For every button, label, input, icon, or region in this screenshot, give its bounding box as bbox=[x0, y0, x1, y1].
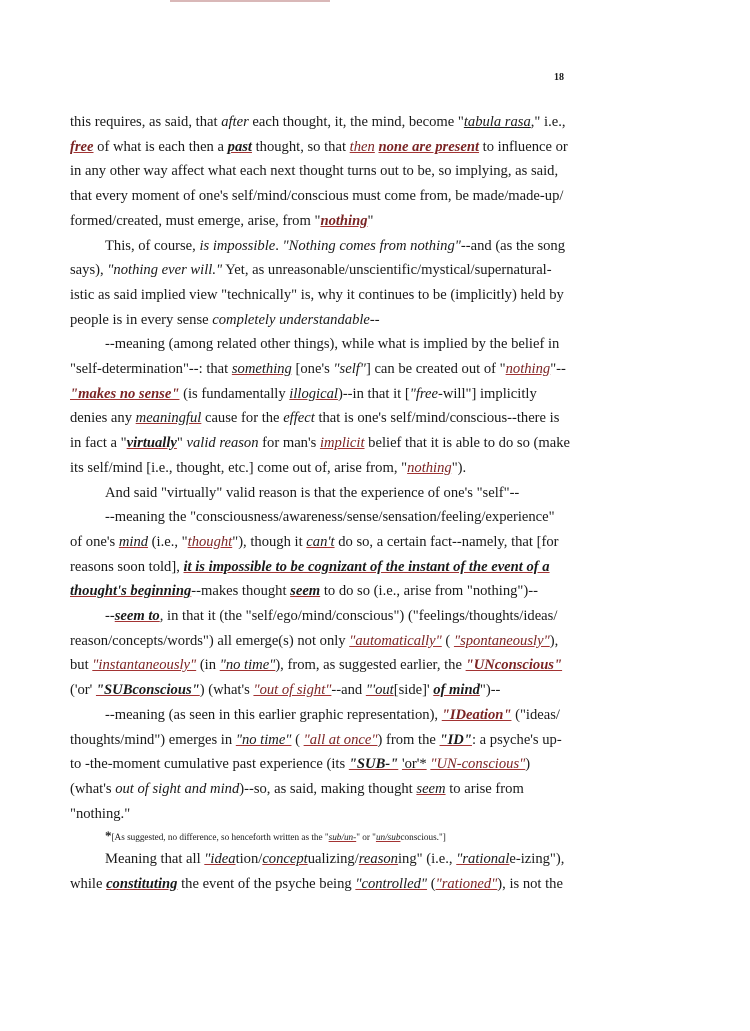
emphasized-text: sub/un- bbox=[328, 832, 357, 843]
emphasized-text: nothing bbox=[407, 459, 452, 476]
paragraph bbox=[70, 234, 570, 333]
footnote bbox=[70, 826, 570, 847]
text-run: [side]' bbox=[393, 682, 434, 699]
emphasized-text: "out of sight" bbox=[253, 682, 332, 699]
text-run: ) (what's bbox=[199, 682, 254, 699]
emphasized-text: "no time" bbox=[219, 657, 276, 674]
emphasized-text: effect bbox=[283, 410, 315, 427]
emphasized-text: none are present bbox=[378, 138, 480, 155]
text-run: ("ideas/ thoughts/mind") emerges in bbox=[70, 706, 560, 748]
emphasized-text: reason bbox=[358, 851, 398, 868]
paragraph bbox=[70, 505, 570, 604]
text-run: ), is not the bbox=[497, 876, 563, 893]
emphasized-text: after bbox=[221, 114, 249, 130]
emphasized-text: seem to bbox=[114, 608, 160, 625]
text-run: do so, a certain fact--namely, that [for reasons soon told], bbox=[70, 533, 559, 575]
emphasized-text: past bbox=[227, 138, 252, 155]
text-run: thought, so that bbox=[251, 138, 350, 155]
text-run: tion/ bbox=[235, 851, 263, 868]
paragraph bbox=[70, 703, 570, 827]
text-run: " bbox=[457, 114, 464, 130]
text-run: " bbox=[176, 435, 187, 452]
emphasized-text: virtually bbox=[126, 435, 177, 452]
emphasized-text: "spontaneously" bbox=[453, 632, 550, 649]
text-run: "-- bbox=[550, 361, 566, 378]
emphasized-text: concept bbox=[262, 851, 308, 868]
text-run: " bbox=[499, 361, 506, 378]
text-run: ) from the bbox=[377, 731, 440, 748]
emphasized-text: is impossible bbox=[199, 237, 276, 254]
emphasized-text: nothing bbox=[320, 212, 368, 229]
text-run: . bbox=[275, 237, 283, 254]
emphasized-text: of mind bbox=[433, 682, 480, 699]
emphasized-text: "instantaneously" bbox=[92, 657, 197, 674]
text-run: )--so, as said, making thought bbox=[239, 780, 417, 797]
emphasized-text: valid reason bbox=[186, 435, 259, 452]
emphasized-text: "makes no sense" bbox=[70, 385, 180, 402]
text-run: , in that it (the "self/ego/mind/conscious") ("feelings/thoughts/ideas/ reason/concepts/words") all emerge(s) not only bbox=[70, 608, 558, 649]
text-run: this requires, as said, that bbox=[70, 114, 222, 130]
text-run: -will"] implicitly denies any bbox=[70, 385, 537, 427]
text-run: --makes thought bbox=[191, 583, 291, 600]
text-run: ")-- bbox=[479, 682, 501, 699]
page-number: 18 bbox=[554, 72, 564, 83]
emphasized-text: mind bbox=[118, 533, 149, 550]
text-run: " bbox=[314, 212, 321, 229]
text-run: each thought, it, the mind, become bbox=[248, 114, 458, 130]
paragraph bbox=[70, 604, 570, 703]
emphasized-text: 'or'* bbox=[401, 756, 427, 773]
emphasized-text: completely understandable bbox=[212, 311, 370, 328]
text-run: ), but bbox=[70, 632, 559, 674]
text-run: "), though it bbox=[232, 533, 307, 550]
emphasized-text: * bbox=[105, 828, 112, 844]
emphasized-text: un/sub bbox=[375, 832, 401, 843]
text-run: cause for the bbox=[201, 410, 284, 427]
emphasized-text: "idea bbox=[204, 851, 236, 868]
text-run: for man's bbox=[258, 435, 320, 452]
emphasized-text: tabula rasa bbox=[463, 114, 531, 130]
emphasized-text: "self" bbox=[333, 361, 366, 378]
text-run: (i.e., bbox=[148, 533, 182, 550]
text-run: ualizing/ bbox=[307, 851, 359, 868]
emphasized-text: "SUBconscious" bbox=[95, 682, 200, 699]
emphasized-text: "all at once" bbox=[303, 731, 378, 748]
emphasized-text: something bbox=[231, 361, 292, 378]
emphasized-text: "controlled" bbox=[355, 876, 428, 893]
emphasized-text: meaningful bbox=[135, 410, 202, 427]
emphasized-text: nothing bbox=[505, 361, 551, 378]
emphasized-text: out of sight and mind bbox=[115, 780, 240, 797]
text-run: ( bbox=[291, 731, 304, 748]
text-run: e-izing"), while bbox=[70, 851, 565, 893]
text-run: --and (as the song says), bbox=[70, 237, 566, 279]
text-run: -- bbox=[369, 311, 380, 328]
emphasized-text: can't bbox=[306, 533, 335, 550]
emphasized-text: "no time" bbox=[235, 731, 292, 748]
emphasized-text: "SUB-" bbox=[348, 756, 399, 773]
text-run: to do so (i.e., arise from "nothing")-- bbox=[320, 583, 538, 600]
page-body bbox=[70, 110, 570, 897]
emphasized-text: "Nothing comes from nothing" bbox=[282, 237, 461, 254]
text-run: the event of the psyche being bbox=[177, 876, 356, 893]
text-run: ) (what's bbox=[70, 756, 531, 797]
emphasized-text: illogical bbox=[289, 385, 338, 402]
text-run: (in bbox=[196, 657, 220, 674]
text-run: ( bbox=[427, 876, 436, 893]
text-run: (is fundamentally bbox=[179, 385, 290, 402]
text-run: conscious."] bbox=[400, 832, 446, 843]
text-run: --meaning (among related other things), while what is implied by the belief in "self-determination"--: that bbox=[70, 336, 560, 378]
text-run: ('or' bbox=[70, 682, 96, 699]
emphasized-text: "UNconscious" bbox=[465, 657, 563, 674]
text-run: : a psyche's up-to -the-moment cumulative past experience (its bbox=[70, 731, 562, 773]
emphasized-text: "rational bbox=[456, 851, 510, 868]
emphasized-text: seem bbox=[416, 780, 446, 797]
text-run: ), from, as suggested earlier, the bbox=[275, 657, 466, 674]
emphasized-text: constituting bbox=[106, 876, 178, 893]
text-run: " bbox=[181, 533, 188, 550]
text-run: to influence or in any other way affect what each next thought turns out to be, so implying, as said, that every moment of one's self/mind/conscious must come from, be made/made-up/ formed/created, must emerge, arise, from bbox=[70, 138, 568, 229]
emphasized-text: "nothing ever will." bbox=[107, 262, 223, 279]
emphasized-text: "ID" bbox=[439, 731, 472, 748]
text-run: ing" (i.e., bbox=[397, 851, 457, 868]
text-run: belief that it is able to do so (make its self/mind [i.e., thought, etc.] come out of, arise from, bbox=[70, 435, 571, 476]
top-decorative-rule bbox=[170, 0, 330, 2]
text-run: " bbox=[120, 435, 127, 452]
text-run: ] can be created out of bbox=[365, 361, 500, 378]
text-run: " or " bbox=[356, 832, 376, 843]
emphasized-text: "UN-conscious" bbox=[430, 756, 526, 773]
paragraph bbox=[70, 332, 570, 480]
emphasized-text: "rationed" bbox=[435, 876, 498, 893]
emphasized-text: "automatically" bbox=[349, 632, 442, 649]
text-run: " bbox=[367, 212, 374, 229]
emphasized-text: then bbox=[349, 138, 375, 155]
text-run: "). bbox=[451, 459, 467, 476]
text-run: Meaning that all bbox=[105, 851, 205, 868]
emphasized-text: free bbox=[70, 138, 94, 155]
text-run: [As suggested, no difference, so henceforth written as the " bbox=[111, 832, 329, 843]
text-run: ( bbox=[441, 632, 454, 649]
text-run: to arise from "nothing." bbox=[70, 780, 524, 822]
emphasized-text: it is impossible to be cognizant of the instant of the event of a thought's beginning bbox=[70, 558, 550, 600]
text-run: that is one's self/mind/conscious--there is in fact a bbox=[70, 410, 560, 452]
text-run: ," i.e., bbox=[530, 114, 566, 130]
text-run: And said "virtually" valid reason is that the experience of one's "self"-- bbox=[105, 484, 520, 501]
text-run: This, of course, bbox=[105, 237, 200, 254]
emphasized-text: implicit bbox=[319, 435, 365, 452]
text-run: Yet, as unreasonable/unscientific/mystical/supernatural-istic as said implied view "technically" is, why it continues to be (implicitly) held by people is in every sense bbox=[70, 262, 564, 328]
paragraph bbox=[70, 847, 570, 896]
emphasized-text: seem bbox=[290, 583, 321, 600]
text-run: --meaning the "consciousness/awareness/sense/sensation/feeling/experience" of one's bbox=[70, 509, 555, 550]
text-run: --and bbox=[331, 682, 366, 699]
text-run: [one's bbox=[291, 361, 334, 378]
paragraph bbox=[70, 481, 570, 506]
emphasized-text: "free bbox=[409, 385, 438, 402]
emphasized-text: thought bbox=[187, 533, 233, 550]
text-run: -- bbox=[105, 608, 115, 625]
emphasized-text: "IDeation" bbox=[441, 706, 512, 723]
text-run: " bbox=[401, 459, 408, 476]
emphasized-text: "'out bbox=[365, 682, 394, 699]
text-run: )--in that it [ bbox=[337, 385, 410, 402]
text-run: --meaning (as seen in this earlier graphic representation), bbox=[105, 706, 442, 723]
text-run: of what is each then a bbox=[93, 138, 228, 155]
paragraph bbox=[70, 110, 570, 234]
